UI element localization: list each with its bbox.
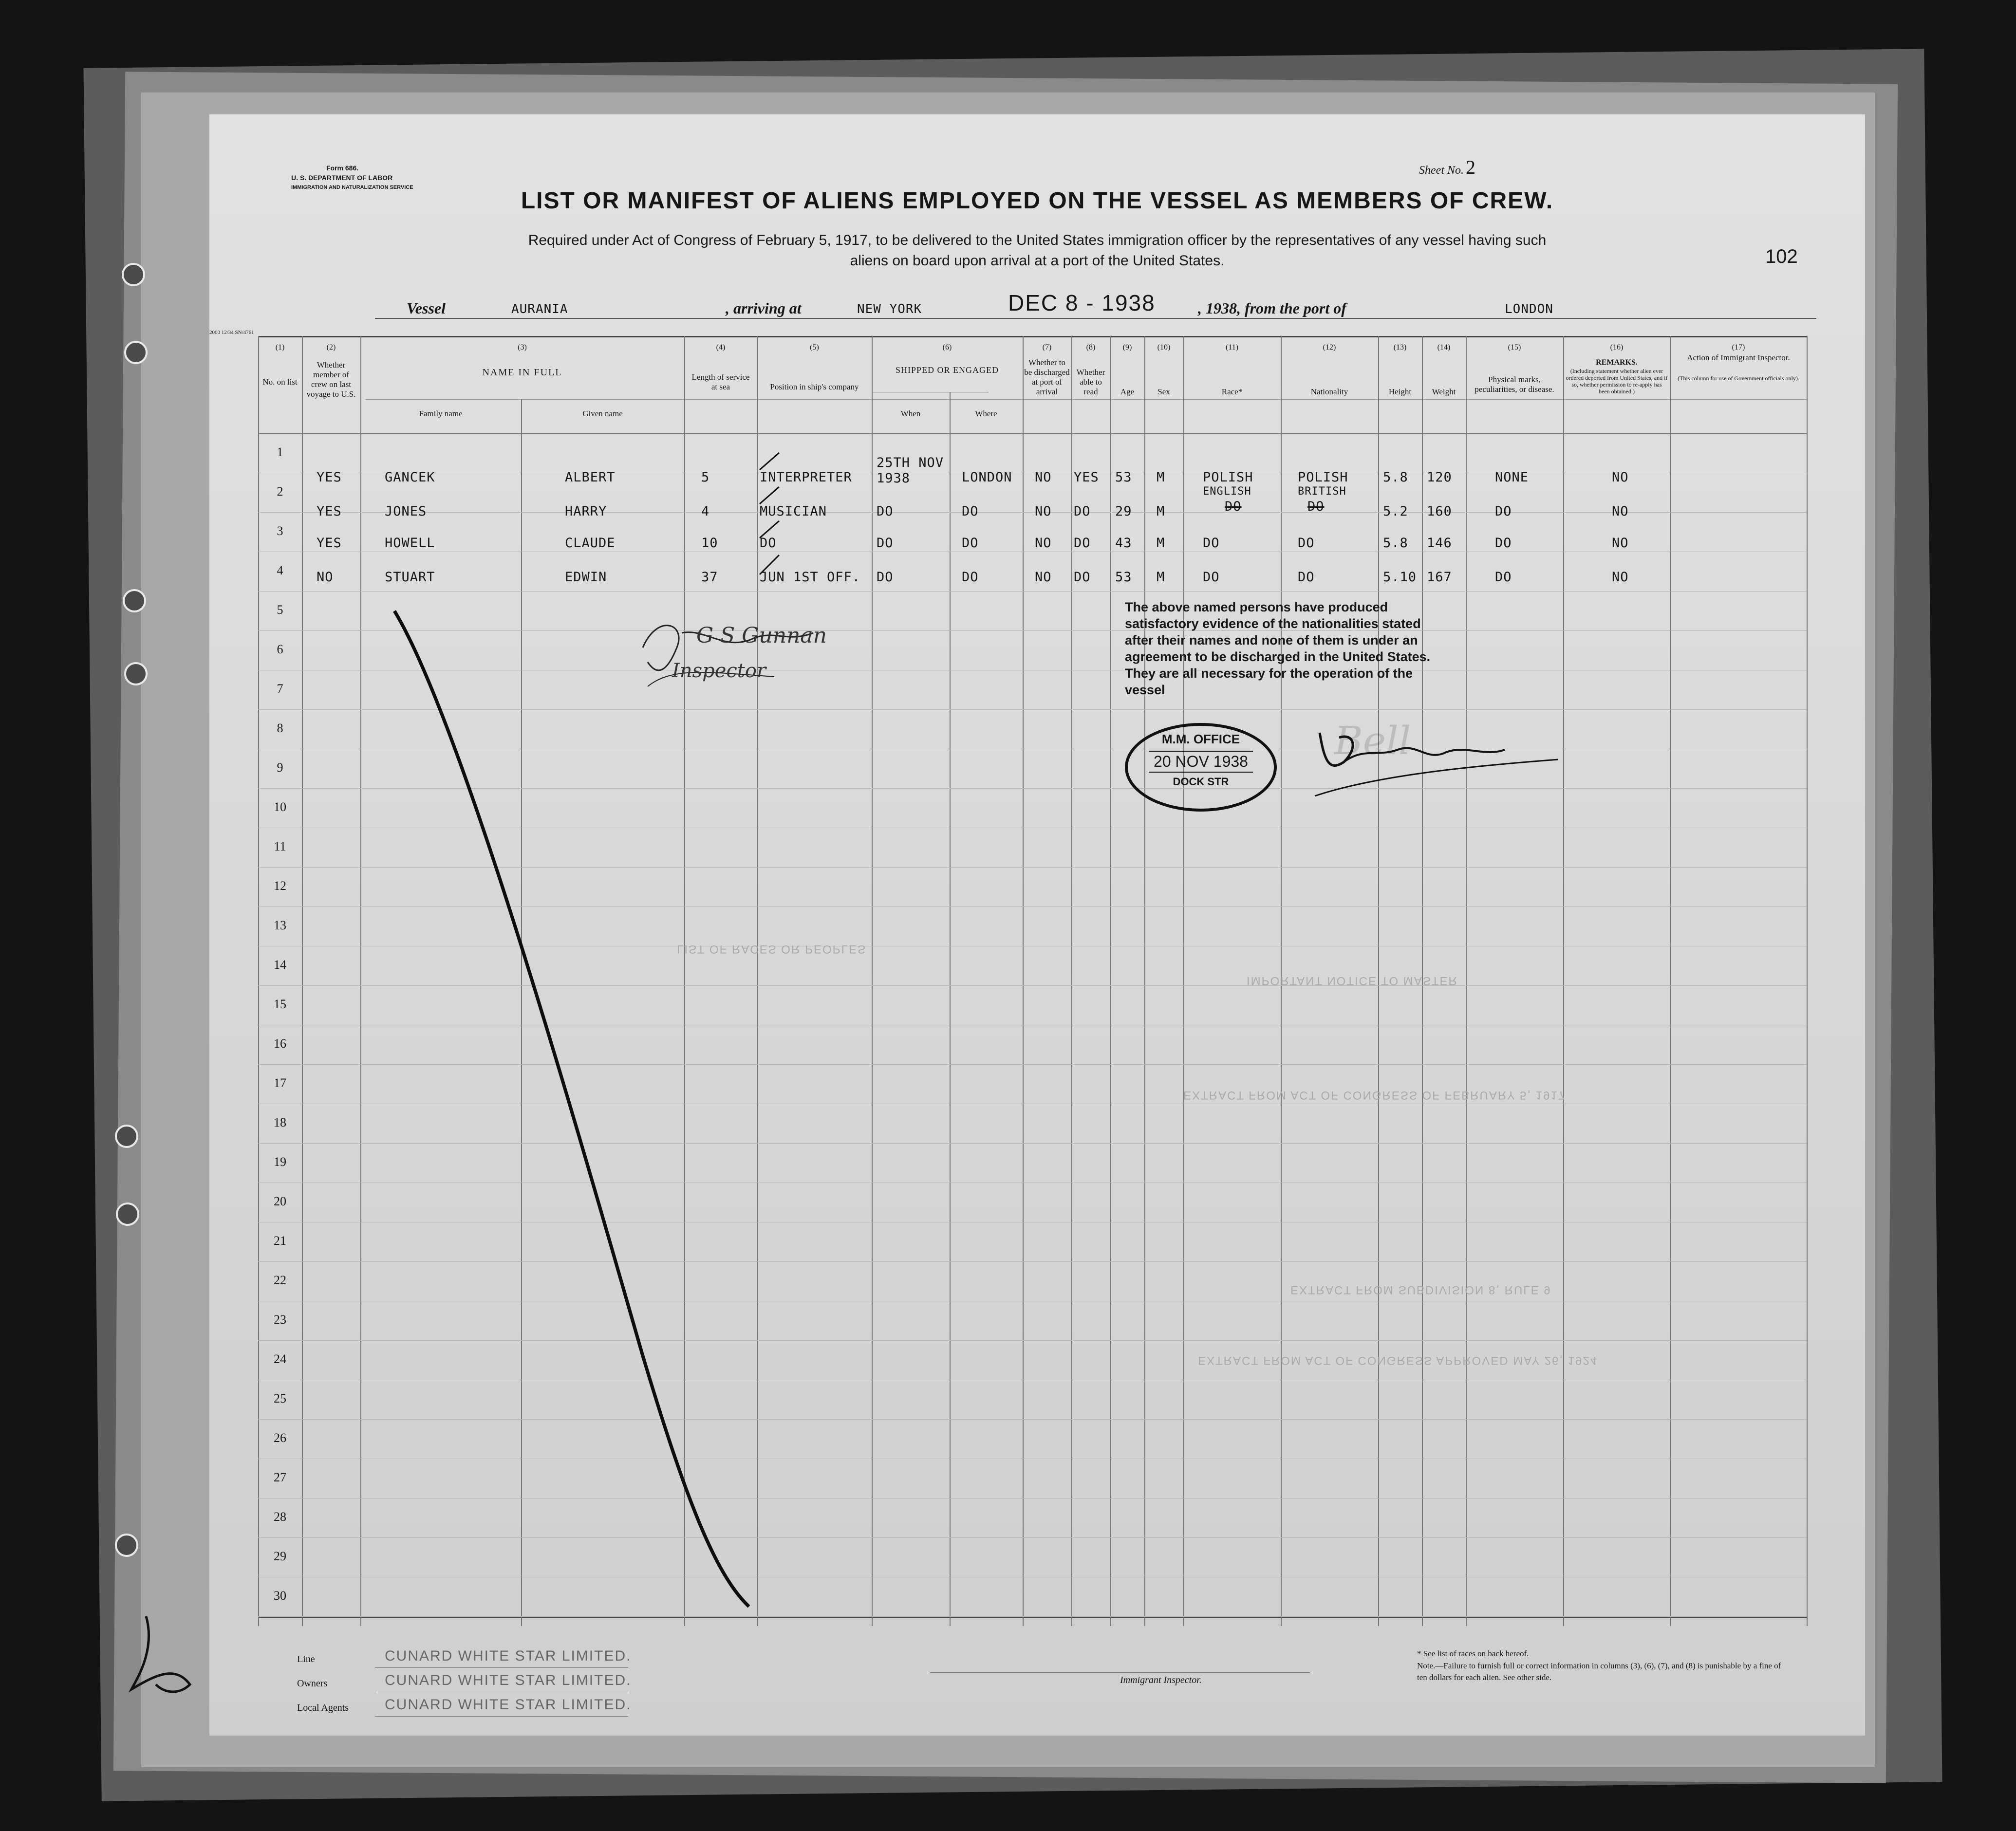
- department: U. S. DEPARTMENT OF LABOR: [291, 174, 393, 182]
- col-7-num: (7): [1042, 343, 1052, 351]
- arriving-port: NEW YORK: [857, 302, 922, 316]
- binder-hole: [124, 341, 148, 364]
- crew-previous-voyage: YES: [317, 536, 342, 551]
- crew-race: DO: [1203, 570, 1220, 585]
- col-10-num: (10): [1157, 343, 1171, 351]
- col-shipped-header: SHIPPED OR ENGAGED: [895, 365, 999, 375]
- reference-number: 102: [1765, 246, 1798, 267]
- footer-note-label: Note.: [1417, 1661, 1436, 1670]
- crew-sex: M: [1157, 536, 1165, 551]
- crew-able-to-read: YES: [1074, 470, 1099, 485]
- crew-family-name: GANCEK: [385, 470, 435, 485]
- crew-age: 53: [1115, 470, 1132, 485]
- subtitle-line-2: aliens on board upon arrival at a port of the United States.: [850, 253, 1225, 269]
- crew-given-name: HARRY: [565, 504, 607, 519]
- crew-service-length: 5: [701, 470, 710, 485]
- crew-family-name: STUART: [385, 570, 435, 585]
- position-ditto-marks: [750, 431, 828, 587]
- crew-remarks: NO: [1612, 504, 1629, 519]
- crew-height: 5.8: [1383, 470, 1408, 485]
- crew-service-length: 10: [701, 536, 718, 551]
- col-read-header: Whether able to read: [1076, 368, 1105, 396]
- row-number: 4: [277, 563, 283, 577]
- crew-discharge: NO: [1035, 536, 1052, 551]
- crew-shipped-where: LONDON: [962, 470, 1012, 485]
- crew-family-name: JONES: [385, 504, 427, 519]
- row-number: 2: [277, 484, 283, 499]
- year-digit: 8: [1229, 299, 1237, 317]
- from-port-label: , from the port of: [1237, 299, 1346, 317]
- crew-age: 43: [1115, 536, 1132, 551]
- manifest-sheet: [209, 114, 1865, 1736]
- col-12-num: (12): [1323, 343, 1336, 351]
- col-race-header: Race*: [1221, 387, 1243, 396]
- binder-hole: [122, 263, 145, 286]
- crew-physical-marks: NONE: [1495, 470, 1529, 485]
- col-list-number-header: No. on list: [262, 377, 298, 387]
- col-nationality-header: Nationality: [1310, 387, 1348, 396]
- col-service-length-header: Length of service at sea: [691, 372, 750, 391]
- page-title: LIST OR MANIFEST OF ALIENS EMPLOYED ON THE VESSEL AS MEMBERS OF CREW.: [521, 188, 1554, 214]
- crew-race: POLISH: [1203, 470, 1253, 485]
- col-position-header: Position in ship's company: [770, 382, 859, 391]
- crew-discharge: NO: [1035, 504, 1052, 519]
- col-where-header: Where: [975, 409, 997, 418]
- crew-nationality: BRITISH: [1298, 485, 1346, 498]
- row-number: 27: [274, 1470, 286, 1484]
- col-inspector-action-note: (This column for use of Government officials only).: [1678, 375, 1799, 382]
- crew-nationality: DO: [1298, 536, 1315, 551]
- vessel-name: AURANIA: [511, 302, 568, 316]
- crew-shipped-where: DO: [962, 570, 979, 585]
- row-number: 13: [274, 918, 286, 932]
- crew-given-name: ALBERT: [565, 470, 616, 485]
- crew-physical-marks: DO: [1495, 570, 1512, 585]
- row-number: 11: [274, 839, 286, 853]
- row-number: 22: [274, 1273, 286, 1287]
- sheet-number: 2: [1466, 156, 1475, 178]
- crew-position: MUSICIAN: [760, 504, 827, 519]
- crew-nationality: POLISH: [1298, 470, 1348, 485]
- col-2-num: (2): [326, 343, 336, 351]
- crew-nationality: DO: [1298, 570, 1315, 585]
- arriving-label: , arriving at: [726, 299, 802, 317]
- struck-nationality-value: DO: [1307, 499, 1325, 514]
- footer-owners-label: Owners: [297, 1678, 328, 1689]
- crew-weight: 120: [1427, 470, 1452, 485]
- office-stamp: [1125, 723, 1277, 812]
- year-label: , 193: [1198, 299, 1229, 317]
- crew-discharge: NO: [1035, 470, 1052, 485]
- crew-remarks: NO: [1612, 470, 1629, 485]
- sheet-label: Sheet No.: [1419, 164, 1464, 177]
- col-16-num: (16): [1610, 343, 1624, 351]
- col-6-num: (6): [942, 343, 952, 351]
- vessel-label: Vessel: [407, 299, 446, 317]
- row-number: 9: [277, 760, 283, 775]
- col-name-header: NAME IN FULL: [482, 367, 562, 378]
- crew-shipped-where: DO: [962, 504, 979, 519]
- col-1-num: (1): [275, 343, 285, 351]
- footer-line-label: Line: [297, 1654, 315, 1665]
- col-17-num: (17): [1732, 343, 1745, 351]
- crew-given-name: CLAUDE: [565, 536, 616, 551]
- row-number: 23: [274, 1313, 286, 1327]
- col-age-header: Age: [1120, 387, 1135, 396]
- crew-service-length: 37: [701, 570, 718, 585]
- col-3-num: (3): [518, 343, 527, 351]
- crew-race: ENGLISH: [1203, 485, 1251, 498]
- row-number: 10: [274, 800, 286, 814]
- inspector-signature-name: G S Gunnan: [696, 623, 827, 648]
- crew-able-to-read: DO: [1074, 570, 1091, 585]
- row-number: 8: [277, 721, 283, 735]
- col-11-num: (11): [1225, 343, 1239, 351]
- crew-age: 29: [1115, 504, 1132, 519]
- crew-shipped-when: 25TH NOV 1938: [877, 455, 944, 486]
- service-name: IMMIGRATION AND NATURALIZATION SERVICE: [291, 185, 413, 190]
- col-height-header: Height: [1388, 387, 1412, 396]
- crew-remarks: NO: [1612, 570, 1629, 585]
- col-remarks-header: REMARKS.: [1596, 358, 1638, 367]
- crew-previous-voyage: YES: [317, 470, 342, 485]
- crew-physical-marks: DO: [1495, 536, 1512, 551]
- row-number: 19: [274, 1155, 286, 1169]
- col-given-name-header: Given name: [582, 409, 623, 418]
- row-number: 29: [274, 1549, 286, 1563]
- binder-hole: [115, 1125, 138, 1148]
- inspector-signature-title: Inspector: [672, 660, 766, 682]
- row-number: 5: [277, 603, 283, 617]
- crew-able-to-read: DO: [1074, 536, 1091, 551]
- crew-weight: 160: [1427, 504, 1452, 519]
- crew-family-name: HOWELL: [385, 536, 435, 551]
- stamp-bottom: DOCK STR: [1173, 776, 1229, 788]
- col-weight-header: Weight: [1432, 387, 1456, 396]
- faint-notice-heading: IMPORTANT NOTICE TO MASTER: [1247, 974, 1458, 987]
- crew-able-to-read: DO: [1074, 504, 1091, 519]
- col-inspector-action-header: Action of Immigrant Inspector.: [1687, 353, 1790, 362]
- crew-shipped-where: DO: [962, 536, 979, 551]
- crew-sex: M: [1157, 570, 1165, 585]
- col-14-num: (14): [1437, 343, 1451, 351]
- row-number: 26: [274, 1431, 286, 1445]
- crew-physical-marks: DO: [1495, 504, 1512, 519]
- row-number: 6: [277, 642, 283, 656]
- row-number: 30: [274, 1589, 286, 1603]
- col-13-num: (13): [1393, 343, 1407, 351]
- faint-extract-1917: EXTRACT FROM ACT OF CONGRESS OF FEBRUARY 5, 1917: [1183, 1089, 1566, 1102]
- crew-remarks: NO: [1612, 536, 1629, 551]
- crew-shipped-when: DO: [877, 536, 894, 551]
- row-number: 14: [274, 958, 286, 972]
- row-number: 21: [274, 1234, 286, 1248]
- row-number: 1: [277, 445, 283, 459]
- row-number: 15: [274, 997, 286, 1011]
- crew-sex: M: [1157, 470, 1165, 485]
- footer-races-note: * See list of races on back hereof.: [1417, 1649, 1529, 1658]
- faint-extract-1924: EXTRACT FROM ACT OF CONGRESS APPROVED MAY 26, 1924: [1198, 1354, 1598, 1367]
- footer-agents-label: Local Agents: [297, 1702, 349, 1713]
- crew-race: DO: [1203, 536, 1220, 551]
- col-when-header: When: [900, 409, 921, 418]
- footer-inspector-label: Immigrant Inspector.: [1120, 1675, 1202, 1685]
- crew-shipped-when: DO: [877, 570, 894, 585]
- crew-service-length: 4: [701, 504, 710, 519]
- row-number: 7: [277, 682, 283, 696]
- master-signature: [1300, 703, 1573, 801]
- crew-previous-voyage: NO: [317, 570, 334, 585]
- crew-height: 5.8: [1383, 536, 1408, 551]
- col-9-num: (9): [1122, 343, 1132, 351]
- col-physical-marks-header: Physical marks, peculiarities, or disease.: [1475, 375, 1554, 394]
- col-family-name-header: Family name: [419, 409, 463, 418]
- master-signature-name: Bell: [1334, 718, 1411, 763]
- crew-shipped-when: DO: [877, 504, 894, 519]
- crew-position: INTERPRETER: [760, 470, 852, 485]
- binder-hole: [123, 589, 146, 612]
- cancel-line: [375, 601, 774, 1633]
- col-discharge-header: Whether to be discharged at port of arrival: [1024, 358, 1070, 396]
- row-number: 17: [274, 1076, 286, 1090]
- binder-hole: [124, 662, 148, 685]
- form-number: Form 686.: [326, 164, 359, 172]
- nationality-declaration: The above named persons have produced satisfactory evidence of the nationalities stated after their names and none of them is under an agreement to be discharged in the United States. They are all necessary for the operation of the vessel: [1125, 600, 1431, 697]
- row-number: 25: [274, 1391, 286, 1406]
- row-number: 3: [277, 524, 283, 538]
- col-8-num: (8): [1086, 343, 1096, 351]
- subtitle-line-1: Required under Act of Congress of February 5, 1917, to be delivered to the United States immigration officer by the representatives of any vessel having such: [528, 232, 1547, 248]
- crew-weight: 167: [1427, 570, 1452, 585]
- row-number: 12: [274, 879, 286, 893]
- footer-note-text: —Failure to furnish full or correct information in columns (3), (6), (7), and (8) is punishable by a fine of ten dollars for each alien. See other side.: [1417, 1661, 1781, 1682]
- faint-extract-rule: EXTRACT FROM SUBDIVISION 8, RULE 9: [1290, 1283, 1551, 1296]
- col-previous-voyage-header: Whether member of crew on last voyage to U.S.: [306, 360, 356, 399]
- crew-sex: M: [1157, 504, 1165, 519]
- arrival-date-stamp: DEC 8 - 1938: [1008, 290, 1156, 315]
- crew-height: 5.2: [1383, 504, 1408, 519]
- col-15-num: (15): [1508, 343, 1521, 351]
- faint-races-heading: LIST OF RACES OR PEOPLES: [677, 943, 866, 956]
- col-4-num: (4): [716, 343, 726, 351]
- struck-race-value: DO: [1225, 499, 1242, 514]
- crew-age: 53: [1115, 570, 1132, 585]
- crew-previous-voyage: YES: [317, 504, 342, 519]
- col-5-num: (5): [810, 343, 819, 351]
- crew-height: 5.10: [1383, 570, 1417, 585]
- row-line: [258, 512, 1807, 513]
- print-code: 2000 12/34 SN/4761: [209, 330, 254, 335]
- footer-agents-value: CUNARD WHITE STAR LIMITED.: [385, 1697, 632, 1713]
- footer-owners-value: CUNARD WHITE STAR LIMITED.: [385, 1672, 632, 1688]
- binder-hole: [115, 1534, 138, 1557]
- row-number: 16: [274, 1036, 286, 1051]
- crew-position: DO: [760, 536, 777, 551]
- col-sex-header: Sex: [1157, 387, 1170, 396]
- footer-line-value: CUNARD WHITE STAR LIMITED.: [385, 1648, 632, 1664]
- row-number: 28: [274, 1510, 286, 1524]
- from-port: LONDON: [1505, 302, 1553, 316]
- crew-discharge: NO: [1035, 570, 1052, 585]
- row-number: 18: [274, 1115, 286, 1129]
- row-number: 20: [274, 1194, 286, 1208]
- binder-hole: [116, 1202, 139, 1226]
- row-number: 24: [274, 1352, 286, 1366]
- crew-weight: 146: [1427, 536, 1452, 551]
- row-line: [258, 591, 1807, 592]
- margin-flourish: [117, 1611, 214, 1709]
- stamp-top: M.M. OFFICE: [1161, 732, 1240, 746]
- crew-position: JUN 1ST OFF.: [760, 570, 861, 585]
- crew-given-name: EDWIN: [565, 570, 607, 585]
- col-remarks-note: (Including statement whether alien ever ordered deported from United States, and if so, whether permission to re-apply has been obtained.): [1566, 368, 1668, 395]
- stamp-date: 20 NOV 1938: [1149, 751, 1253, 773]
